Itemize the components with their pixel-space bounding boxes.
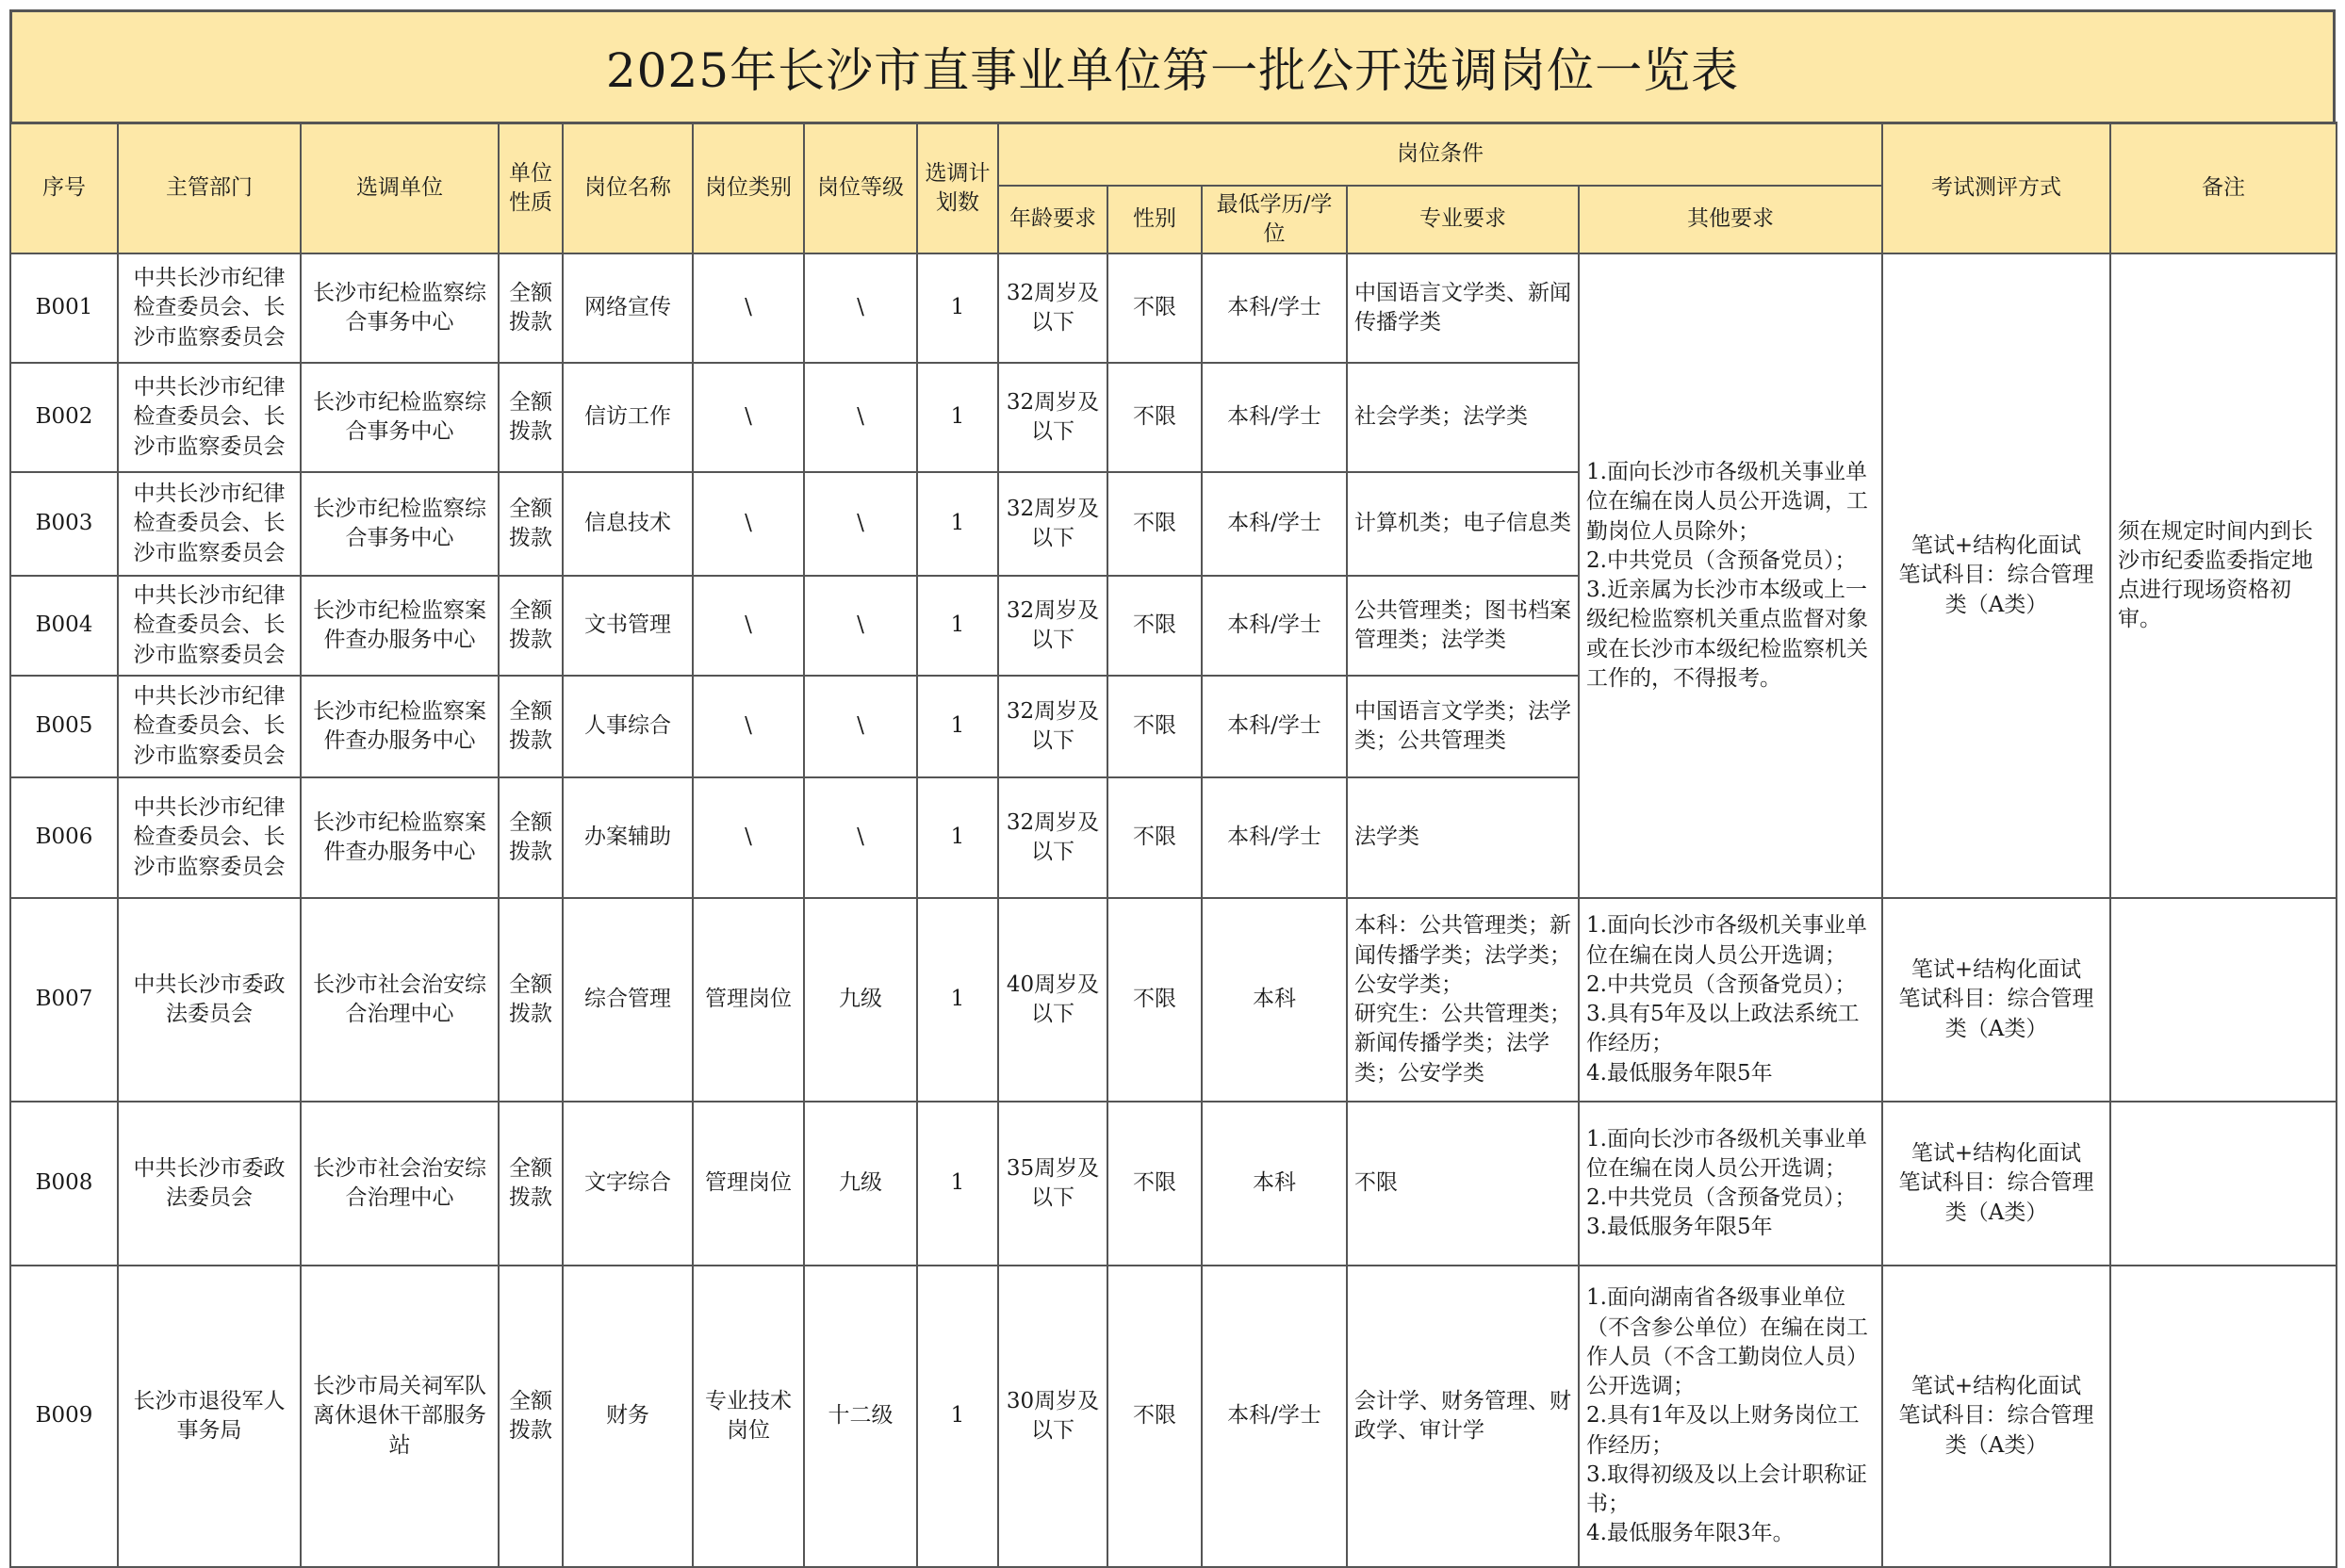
header-dept: 主管部门	[118, 123, 301, 254]
header-post-type: 岗位类别	[693, 123, 804, 254]
plan-cell: 1	[917, 1102, 998, 1266]
gender-cell: 不限	[1107, 777, 1202, 898]
post-name-cell: 文书管理	[563, 576, 693, 676]
post-level-cell: 九级	[804, 1102, 917, 1266]
plan-cell: 1	[917, 576, 998, 676]
nature-cell: 全额拨款	[499, 1266, 563, 1567]
dept-cell: 中共长沙市纪律检查委员会、长沙市监察委员会	[118, 363, 301, 472]
post-type-cell: 管理岗位	[693, 1102, 804, 1266]
education-cell: 本科/学士	[1202, 472, 1347, 576]
table-row	[10, 1266, 2337, 1567]
post-name-cell: 办案辅助	[563, 777, 693, 898]
seq-cell: B008	[10, 1102, 118, 1266]
gender-cell: 不限	[1107, 253, 1202, 363]
post-level-cell: \	[804, 253, 917, 363]
table-body	[10, 253, 2337, 1567]
gender-cell: 不限	[1107, 676, 1202, 777]
exam-cell: 笔试+结构化面试 笔试科目：综合管理类（A类）	[1882, 253, 2110, 898]
dept-cell: 中共长沙市纪律检查委员会、长沙市监察委员会	[118, 676, 301, 777]
dept-cell: 长沙市退役军人事务局	[118, 1266, 301, 1567]
remark-cell	[2110, 1102, 2337, 1266]
other-cell: 1.面向长沙市各级机关事业单位在编在岗人员公开选调； 2.中共党员（含预备党员）； 3.最低服务年限5年	[1579, 1102, 1882, 1266]
education-cell: 本科/学士	[1202, 253, 1347, 363]
plan-cell: 1	[917, 472, 998, 576]
plan-cell: 1	[917, 363, 998, 472]
post-type-cell: 管理岗位	[693, 898, 804, 1102]
header-conditions: 岗位条件	[998, 123, 1882, 186]
major-cell: 中国语言文学类、新闻传播学类	[1347, 253, 1579, 363]
age-cell: 32周岁及以下	[998, 253, 1107, 363]
unit-cell: 长沙市纪检监察案件查办服务中心	[301, 777, 499, 898]
gender-cell: 不限	[1107, 1266, 1202, 1567]
major-cell: 中国语言文学类；法学类；公共管理类	[1347, 676, 1579, 777]
header-seq: 序号	[10, 123, 118, 254]
post-name-cell: 文字综合	[563, 1102, 693, 1266]
plan-cell: 1	[917, 898, 998, 1102]
header-unit: 选调单位	[301, 123, 499, 254]
post-type-cell: \	[693, 253, 804, 363]
table-row	[10, 253, 2337, 363]
header-remark: 备注	[2110, 123, 2337, 254]
major-cell: 社会学类；法学类	[1347, 363, 1579, 472]
age-cell: 32周岁及以下	[998, 676, 1107, 777]
header-post-level: 岗位等级	[804, 123, 917, 254]
nature-cell: 全额拨款	[499, 1102, 563, 1266]
nature-cell: 全额拨款	[499, 576, 563, 676]
table-row	[10, 1102, 2337, 1266]
gender-cell: 不限	[1107, 1102, 1202, 1266]
major-cell: 不限	[1347, 1102, 1579, 1266]
header-other: 其他要求	[1579, 186, 1882, 254]
nature-cell: 全额拨款	[499, 676, 563, 777]
dept-cell: 中共长沙市纪律检查委员会、长沙市监察委员会	[118, 472, 301, 576]
plan-cell: 1	[917, 253, 998, 363]
header-post-name: 岗位名称	[563, 123, 693, 254]
header-major: 专业要求	[1347, 186, 1579, 254]
exam-cell: 笔试+结构化面试 笔试科目：综合管理类（A类）	[1882, 1102, 2110, 1266]
seq-cell: B001	[10, 253, 118, 363]
seq-cell: B004	[10, 576, 118, 676]
post-level-cell: \	[804, 472, 917, 576]
post-level-cell: 九级	[804, 898, 917, 1102]
post-name-cell: 人事综合	[563, 676, 693, 777]
seq-cell: B009	[10, 1266, 118, 1567]
education-cell: 本科/学士	[1202, 676, 1347, 777]
gender-cell: 不限	[1107, 898, 1202, 1102]
plan-cell: 1	[917, 676, 998, 777]
nature-cell: 全额拨款	[499, 898, 563, 1102]
education-cell: 本科/学士	[1202, 576, 1347, 676]
remark-cell	[2110, 1266, 2337, 1567]
post-type-cell: \	[693, 363, 804, 472]
post-level-cell: \	[804, 777, 917, 898]
post-name-cell: 财务	[563, 1266, 693, 1567]
education-cell: 本科/学士	[1202, 363, 1347, 472]
nature-cell: 全额拨款	[499, 777, 563, 898]
post-name-cell: 综合管理	[563, 898, 693, 1102]
education-cell: 本科/学士	[1202, 777, 1347, 898]
seq-cell: B005	[10, 676, 118, 777]
post-level-cell: \	[804, 363, 917, 472]
education-cell: 本科/学士	[1202, 1266, 1347, 1567]
gender-cell: 不限	[1107, 576, 1202, 676]
major-cell: 计算机类；电子信息类	[1347, 472, 1579, 576]
post-level-cell: \	[804, 676, 917, 777]
major-cell: 公共管理类；图书档案管理类；法学类	[1347, 576, 1579, 676]
seq-cell: B007	[10, 898, 118, 1102]
plan-cell: 1	[917, 777, 998, 898]
post-type-cell: \	[693, 472, 804, 576]
header-age: 年龄要求	[998, 186, 1107, 254]
age-cell: 35周岁及以下	[998, 1102, 1107, 1266]
dept-cell: 中共长沙市纪律检查委员会、长沙市监察委员会	[118, 576, 301, 676]
major-cell: 本科：公共管理类；新闻传播学类；法学类；公安学类； 研究生：公共管理类；新闻传播学类；法学类；公安学类	[1347, 898, 1579, 1102]
dept-cell: 中共长沙市委政法委员会	[118, 1102, 301, 1266]
post-type-cell: \	[693, 576, 804, 676]
unit-cell: 长沙市局关祠军队离休退休干部服务站	[301, 1266, 499, 1567]
title-bar	[9, 9, 2336, 122]
exam-cell: 笔试+结构化面试 笔试科目：综合管理类（A类）	[1882, 898, 2110, 1102]
post-type-cell: \	[693, 777, 804, 898]
age-cell: 30周岁及以下	[998, 1266, 1107, 1567]
remark-cell	[2110, 898, 2337, 1102]
plan-cell: 1	[917, 1266, 998, 1567]
header-exam: 考试测评方式	[1882, 123, 2110, 254]
gender-cell: 不限	[1107, 363, 1202, 472]
header-education: 最低学历/学位	[1202, 186, 1347, 254]
major-cell: 会计学、财务管理、财政学、审计学	[1347, 1266, 1579, 1567]
post-name-cell: 网络宣传	[563, 253, 693, 363]
post-level-cell: 十二级	[804, 1266, 917, 1567]
post-name-cell: 信访工作	[563, 363, 693, 472]
remark-cell: 须在规定时间内到长沙市纪委监委指定地点进行现场资格初审。	[2110, 253, 2337, 898]
nature-cell: 全额拨款	[499, 363, 563, 472]
age-cell: 32周岁及以下	[998, 777, 1107, 898]
unit-cell: 长沙市社会治安综合治理中心	[301, 898, 499, 1102]
header-nature: 单位性质	[499, 123, 563, 254]
unit-cell: 长沙市纪检监察案件查办服务中心	[301, 576, 499, 676]
header-gender: 性别	[1107, 186, 1202, 254]
seq-cell: B006	[10, 777, 118, 898]
table-header	[10, 123, 2337, 254]
unit-cell: 长沙市纪检监察案件查办服务中心	[301, 676, 499, 777]
age-cell: 32周岁及以下	[998, 363, 1107, 472]
header-plan: 选调计划数	[917, 123, 998, 254]
post-name-cell: 信息技术	[563, 472, 693, 576]
dept-cell: 中共长沙市纪律检查委员会、长沙市监察委员会	[118, 777, 301, 898]
dept-cell: 中共长沙市纪律检查委员会、长沙市监察委员会	[118, 253, 301, 363]
unit-cell: 长沙市纪检监察综合事务中心	[301, 363, 499, 472]
age-cell: 40周岁及以下	[998, 898, 1107, 1102]
education-cell: 本科	[1202, 1102, 1347, 1266]
job-table-sheet	[9, 9, 2336, 1568]
age-cell: 32周岁及以下	[998, 472, 1107, 576]
other-cell: 1.面向长沙市各级机关事业单位在编在岗人员公开选调，工勤岗位人员除外； 2.中共党员（含预备党员）； 3.近亲属为长沙市本级或上一级纪检监察机关重点监督对象或在长沙市本级纪检监察机关工作的，不得报考。	[1579, 253, 1882, 898]
post-type-cell: 专业技术岗位	[693, 1266, 804, 1567]
positions-table	[9, 122, 2337, 1568]
post-type-cell: \	[693, 676, 804, 777]
other-cell: 1.面向长沙市各级机关事业单位在编在岗人员公开选调； 2.中共党员（含预备党员）； 3.具有5年及以上政法系统工作经历； 4.最低服务年限5年	[1579, 898, 1882, 1102]
seq-cell: B003	[10, 472, 118, 576]
dept-cell: 中共长沙市委政法委员会	[118, 898, 301, 1102]
gender-cell: 不限	[1107, 472, 1202, 576]
page-title: 2025年长沙市直事业单位第一批公开选调岗位一览表	[605, 43, 1740, 98]
seq-cell: B002	[10, 363, 118, 472]
unit-cell: 长沙市社会治安综合治理中心	[301, 1102, 499, 1266]
exam-cell: 笔试+结构化面试 笔试科目：综合管理类（A类）	[1882, 1266, 2110, 1567]
unit-cell: 长沙市纪检监察综合事务中心	[301, 253, 499, 363]
unit-cell: 长沙市纪检监察综合事务中心	[301, 472, 499, 576]
education-cell: 本科	[1202, 898, 1347, 1102]
nature-cell: 全额拨款	[499, 472, 563, 576]
nature-cell: 全额拨款	[499, 253, 563, 363]
post-level-cell: \	[804, 576, 917, 676]
other-cell: 1.面向湖南省各级事业单位（不含参公单位）在编在岗工作人员（不含工勤岗位人员）公开选调； 2.具有1年及以上财务岗位工作经历； 3.取得初级及以上会计职称证书； 4.最低服务年限3年。	[1579, 1266, 1882, 1567]
table-row	[10, 898, 2337, 1102]
major-cell: 法学类	[1347, 777, 1579, 898]
age-cell: 32周岁及以下	[998, 576, 1107, 676]
